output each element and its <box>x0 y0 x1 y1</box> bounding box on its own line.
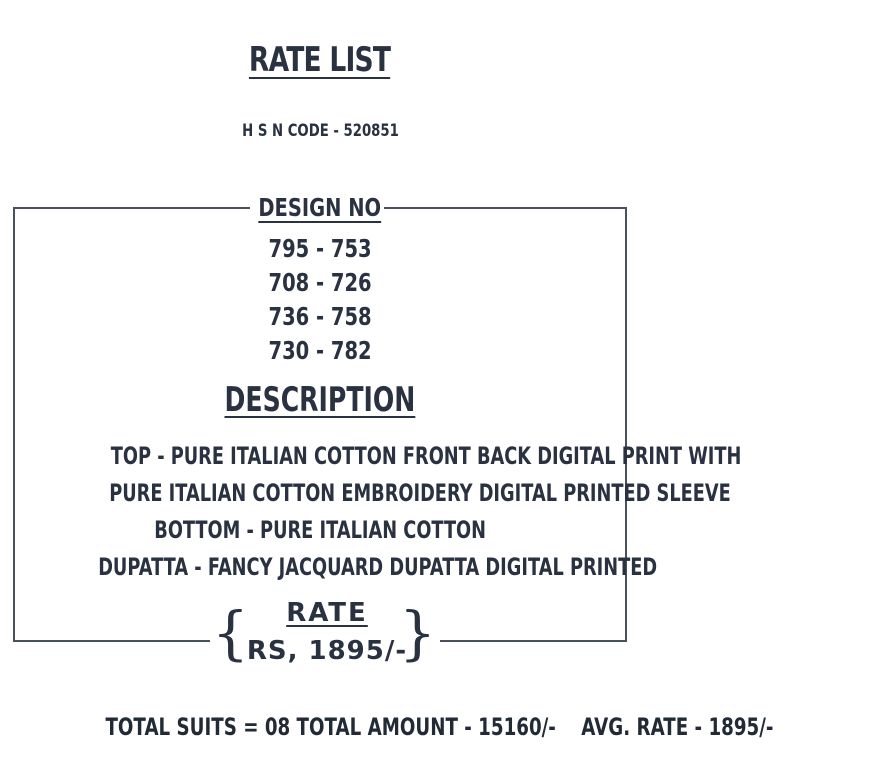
description-line <box>0 512 640 549</box>
hsn-code <box>0 121 640 141</box>
design-number-item <box>0 300 640 334</box>
title-text: RATE LIST <box>249 40 391 80</box>
left-brace: { <box>212 599 249 667</box>
description-line-text: PURE ITALIAN COTTON EMBROIDERY DIGITAL PRINTED SLEEVE <box>109 479 731 507</box>
rate-label-text: RATE <box>286 598 368 628</box>
page-title <box>0 40 640 80</box>
rate-value: RS, 1895/- <box>246 636 408 666</box>
description-line-text: DUPATTA - FANCY JACQUARD DUPATTA DIGITAL PRINTED <box>98 553 658 581</box>
design-number-text: 795 - 753 <box>268 234 372 263</box>
design-no-heading-text: DESIGN NO <box>258 193 382 222</box>
description-line <box>0 438 742 475</box>
totals-summary <box>0 713 774 741</box>
design-number-item <box>0 266 640 300</box>
design-number-item <box>0 334 640 368</box>
description-line <box>0 549 658 586</box>
design-number-text: 736 - 758 <box>268 302 372 331</box>
rate-block <box>212 596 442 676</box>
description-heading <box>0 380 640 420</box>
description-heading-text: DESCRIPTION <box>224 380 416 420</box>
design-number-text: 708 - 726 <box>268 268 372 297</box>
description-line-text: BOTTOM - PURE ITALIAN COTTON <box>154 516 486 544</box>
design-number-list <box>0 232 640 368</box>
description-line-text: TOP - PURE ITALIAN COTTON FRONT BACK DIGITAL PRINT WITH <box>110 442 742 470</box>
description-line <box>0 475 731 512</box>
right-brace: } <box>399 599 436 667</box>
design-no-heading <box>0 193 640 222</box>
totals-summary-text: TOTAL SUITS = 08 TOTAL AMOUNT - 15160/- AVG. RATE - 1895/- <box>105 713 774 741</box>
hsn-code-text: H S N CODE - 520851 <box>241 121 399 141</box>
design-number-text: 730 - 782 <box>268 336 372 365</box>
design-number-item <box>0 232 640 266</box>
description-lines <box>0 438 742 586</box>
